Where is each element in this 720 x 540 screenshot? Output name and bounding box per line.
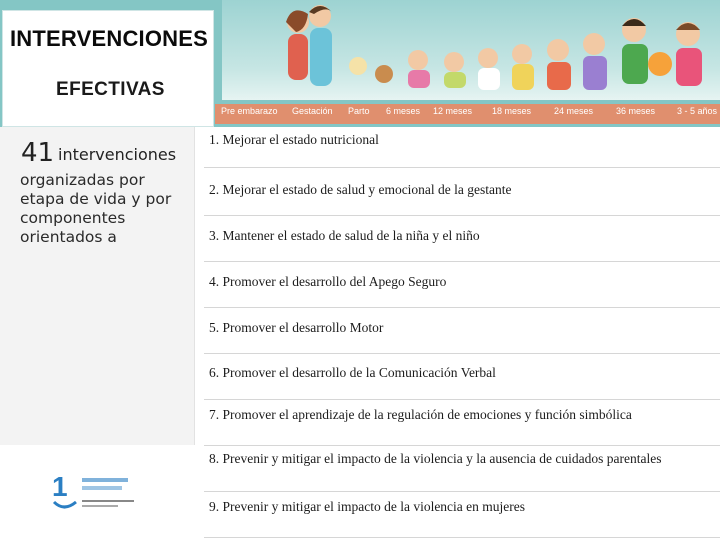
intervention-text: 7. Promover el aprendizaje de la regulación de emociones y función simbólica: [209, 407, 632, 422]
list-item: [204, 492, 720, 538]
life-stage-bar: [215, 104, 720, 124]
intervention-text: 4. Promover el desarrollo del Apego Seguro: [209, 274, 447, 289]
teddy-bear: [375, 65, 393, 83]
intervention-text: 5. Promover el desarrollo Motor: [209, 320, 384, 335]
list-item: [204, 354, 720, 400]
svg-text:1: 1: [52, 471, 68, 502]
illustration-graphic: [222, 0, 720, 100]
child-4-head: [583, 33, 605, 55]
list-item: [204, 400, 720, 446]
baby-2-head: [408, 50, 428, 70]
list-item: [204, 124, 720, 168]
ball: [648, 52, 672, 76]
page-title: INTERVENCIONES: [10, 26, 208, 51]
child-6-body: [676, 48, 702, 86]
intervention-text: 2. Mejorar el estado de salud y emocional de la gestante: [209, 182, 512, 197]
child-3-body: [547, 62, 571, 90]
stage-label: Gestación: [292, 106, 333, 116]
baby-3-head: [444, 52, 464, 72]
primera-infancia-logo: [50, 470, 140, 516]
intervention-text: 3. Mantener el estado de salud de la niña y el niño: [209, 228, 480, 243]
stage-label: Parto: [348, 106, 370, 116]
intervention-count: 41: [21, 138, 55, 168]
list-item: [204, 262, 720, 308]
intervention-text: 8. Prevenir y mitigar el impacto de la violencia y la ausencia de cuidados parentales: [209, 451, 662, 466]
baby-1: [349, 57, 367, 75]
list-item: [204, 446, 720, 492]
child-5-hair: [622, 19, 646, 26]
interventions-list: [204, 124, 720, 540]
child-2-head: [512, 44, 532, 64]
child-1-body: [478, 68, 500, 90]
child-5-body: [622, 44, 648, 84]
baby-3-body: [444, 72, 466, 88]
intervention-count-label: intervenciones: [58, 145, 177, 164]
intervention-text: 1. Mejorar el estado nutricional: [209, 132, 379, 147]
stage-label: 18 meses: [492, 106, 532, 116]
child-3-head: [547, 39, 569, 61]
stage-label: 12 meses: [433, 106, 473, 116]
summary-description: organizadas por etapa de vida y por componentes orientados a: [20, 171, 172, 246]
child-4-body: [583, 56, 607, 90]
child-6-hair: [676, 23, 700, 30]
stage-label: 6 meses: [386, 106, 421, 116]
child-1-head: [478, 48, 498, 68]
list-item: [204, 308, 720, 354]
stage-label: Pre embarazo: [221, 106, 278, 116]
list-item: [204, 168, 720, 216]
father-body: [310, 28, 332, 86]
family-illustration: [222, 0, 720, 100]
mother-body: [288, 34, 308, 80]
baby-2-body: [408, 70, 430, 88]
intervention-text: 9. Prevenir y mitigar el impacto de la violencia en mujeres: [209, 499, 526, 514]
child-2-body: [512, 64, 534, 90]
stage-label: 36 meses: [616, 106, 656, 116]
list-item: [204, 216, 720, 262]
page-subtitle: EFECTIVAS: [56, 79, 165, 100]
intervention-text: 6. Promover el desarrollo de la Comunicación Verbal: [209, 365, 496, 380]
stage-label: 3 - 5 años: [677, 106, 718, 116]
stage-label: 24 meses: [554, 106, 594, 116]
